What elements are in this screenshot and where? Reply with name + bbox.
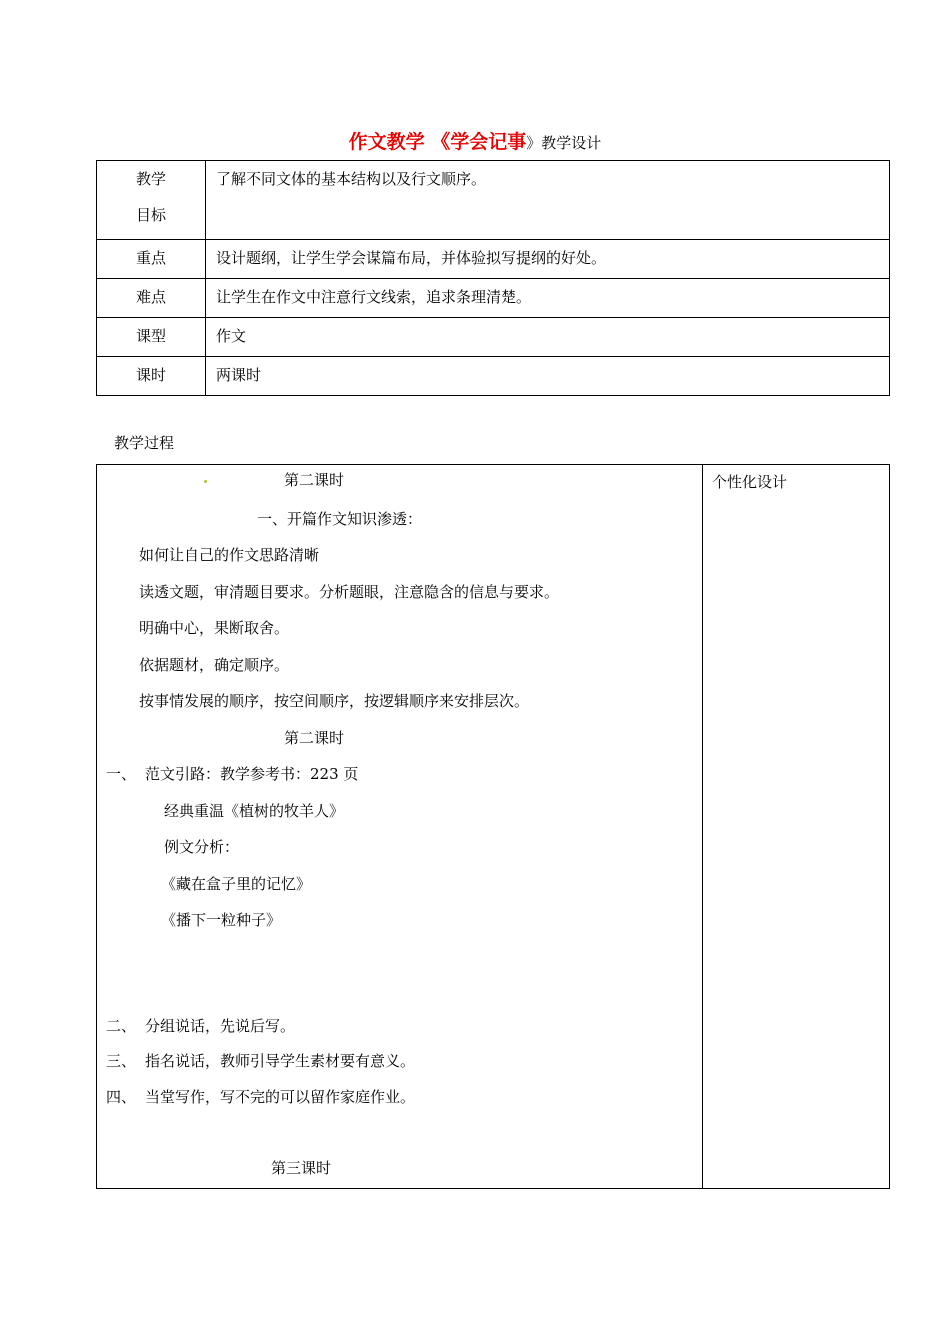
item-number-4: 四、 bbox=[106, 1088, 137, 1106]
session-heading-2: 第二课时 bbox=[284, 729, 345, 747]
goal-label-line2: 目标 bbox=[135, 206, 166, 224]
title-suffix: 》教学设计 bbox=[526, 134, 602, 152]
item-4: 当堂写作，写不完的可以留作家庭作业。 bbox=[145, 1088, 416, 1106]
question-line: 如何让自己的作文思路清晰 bbox=[139, 546, 320, 564]
example-analysis: 例文分析： bbox=[164, 838, 240, 856]
difficulty-value: 让学生在作文中注意行文线索，追求条理清楚。 bbox=[206, 279, 890, 318]
process-table bbox=[96, 464, 890, 1189]
document-title bbox=[0, 127, 950, 154]
session-heading-3: 第三课时 bbox=[271, 1159, 332, 1177]
row-difficulty bbox=[97, 279, 890, 318]
item-2: 分组说话，先说后写。 bbox=[145, 1017, 296, 1035]
classic-review: 经典重温《植树的牧羊人》 bbox=[164, 802, 345, 820]
difficulty-label: 难点 bbox=[97, 279, 206, 318]
goal-value: 了解不同文体的基本结构以及行文顺序。 bbox=[206, 161, 890, 240]
item-number-3: 三、 bbox=[106, 1052, 137, 1070]
key-value: 设计题纲，让学生学会谋篇布局，并体验拟写提纲的好处。 bbox=[206, 240, 890, 279]
type-label: 课型 bbox=[97, 318, 206, 357]
step-4: 按事情发展的顺序，按空间顺序，按逻辑顺序来安排层次。 bbox=[139, 692, 530, 710]
goal-label bbox=[97, 161, 206, 240]
row-goal bbox=[97, 161, 890, 240]
row-key bbox=[97, 240, 890, 279]
process-label: 教学过程 bbox=[114, 434, 175, 452]
row-hours bbox=[97, 357, 890, 396]
type-value: 作文 bbox=[206, 318, 890, 357]
item-3: 指名说话，教师引导学生素材要有意义。 bbox=[145, 1052, 416, 1070]
hours-value: 两课时 bbox=[206, 357, 890, 396]
intro-heading: 一、开篇作文知识渗透： bbox=[257, 510, 423, 528]
personalized-design-header: 个性化设计 bbox=[712, 473, 788, 491]
lesson-info-table bbox=[96, 160, 890, 396]
example-2: 《播下一粒种子》 bbox=[161, 911, 282, 929]
title-main: 作文教学 《学会记事 bbox=[348, 131, 527, 153]
item-number-1: 一、 bbox=[106, 765, 137, 783]
item-number-2: 二、 bbox=[106, 1017, 137, 1035]
column-divider bbox=[702, 465, 703, 1188]
item-1: 范文引路：教学参考书：223 页 bbox=[145, 765, 359, 783]
step-3: 依据题材，确定顺序。 bbox=[139, 656, 290, 674]
step-2: 明确中心，果断取舍。 bbox=[139, 619, 290, 637]
key-label: 重点 bbox=[97, 240, 206, 279]
row-type bbox=[97, 318, 890, 357]
example-1: 《藏在盒子里的记忆》 bbox=[161, 875, 312, 893]
goal-label-line1: 教学 bbox=[135, 170, 166, 188]
speck bbox=[204, 480, 207, 483]
session-heading-1: 第二课时 bbox=[284, 471, 345, 489]
step-1: 读透文题，审清题目要求。分析题眼，注意隐含的信息与要求。 bbox=[139, 583, 560, 601]
hours-label: 课时 bbox=[97, 357, 206, 396]
